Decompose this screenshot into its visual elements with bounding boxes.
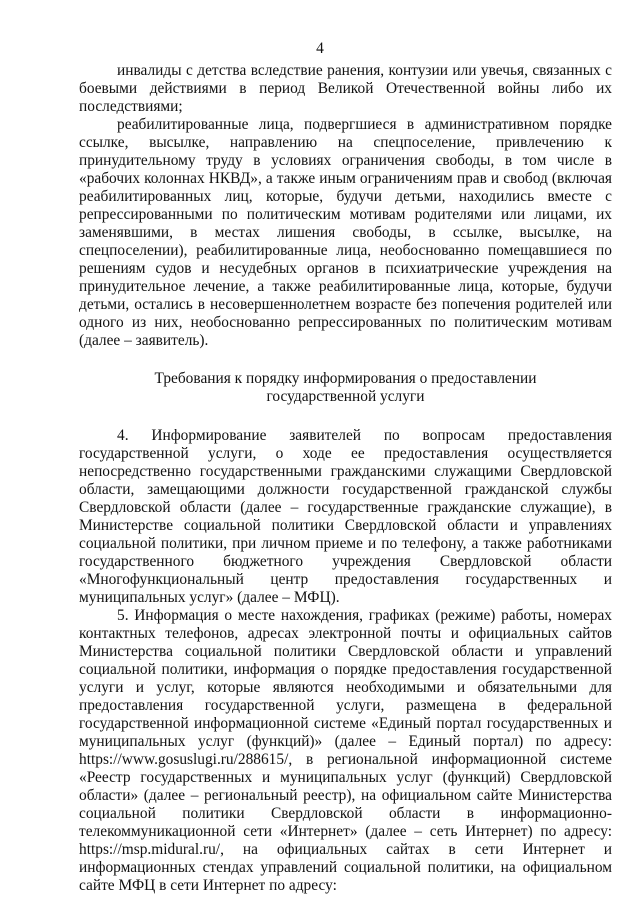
- paragraph-item-5: 5. Информация о месте нахождения, графиках (режиме) работы, номерах контактных телефонов, адресах электронной почты и официальных сайтов Министерства социальной политики Свердловской области и управлений социальной политики, информация о порядке предоставления государственной услуги и услуг, которые являются необходимыми и обязательными для предоставления государственной услуги, размещена в федеральной государственной информационной системе «Единый портал государственных и муниципальных услуг (функций)» (далее – Единый портал) по адресу: https://www.gosuslugi.ru/288615/, в региональной информационной системе «Реестр государственных и муниципальных услуг (функций) Свердловской области» (далее – региональный реестр), на официальном сайте Министерства социальной политики Свердловской области в информационно-телекоммуникационной сети «Интернет» (далее – сеть Интернет) по адресу: https://msp.midural.ru/, на официальных сайтах в сети Интернет и информационных стендах управлений социальной политики, на официальном сайте МФЦ в сети Интернет по адресу:: [79, 607, 612, 894]
- document-body: [79, 62, 612, 895]
- paragraph-item-4: 4. Информирование заявителей по вопросам предоставления государственной услуги, о ходе ее предоставления осуществляется непосредственно государственными гражданскими служащими Свердловской области, замещающими должности государственной гражданской службы Свердловской области (далее – государственные гражданские служащие), в Министерстве социальной политики Свердловской области и управлениях социальной политики, при личном приеме и по телефону, а также работниками государственного бюджетного учреждения Свердловской области «Многофункциональный центр предоставления государственных и муниципальных услуг» (далее – МФЦ).: [79, 427, 612, 606]
- section-heading-line-1: Требования к порядку информирования о предоставлении: [154, 370, 537, 387]
- section-heading-line-2: государственной услуги: [266, 388, 425, 405]
- page-number: 4: [316, 40, 324, 57]
- paragraph-disabled-since-childhood: инвалиды с детства вследствие ранения, контузии или увечья, связанных с боевыми действиями в период Великой Отечественной войны либо их последствиями;: [79, 62, 612, 115]
- paragraph-rehabilitated-persons: реабилитированные лица, подвергшиеся в административном порядке ссылке, высылке, направлению на спецпоселение, привлечению к принудительному труду в условиях ограничения свободы, в том числе в «рабочих колоннах НКВД», а также иным ограничениям прав и свобод (включая реабилитированных лиц, которые, будучи детьми, находились вместе с репрессированными по политическим мотивам родителями или лицами, их заменявшими, в местах лишения свободы, в ссылке, высылке, на спецпоселении), реабилитированные лица, необоснованно помещавшиеся по решениям судов и несудебных органов в психиатрические учреждения на принудительное лечение, а также реабилитированные лица, которые, будучи детьми, остались в несовершеннолетнем возрасте без попечения родителей или одного из них, необоснованно репрессированных по политическим мотивам (далее – заявитель).: [79, 116, 612, 349]
- section-heading: [79, 370, 612, 406]
